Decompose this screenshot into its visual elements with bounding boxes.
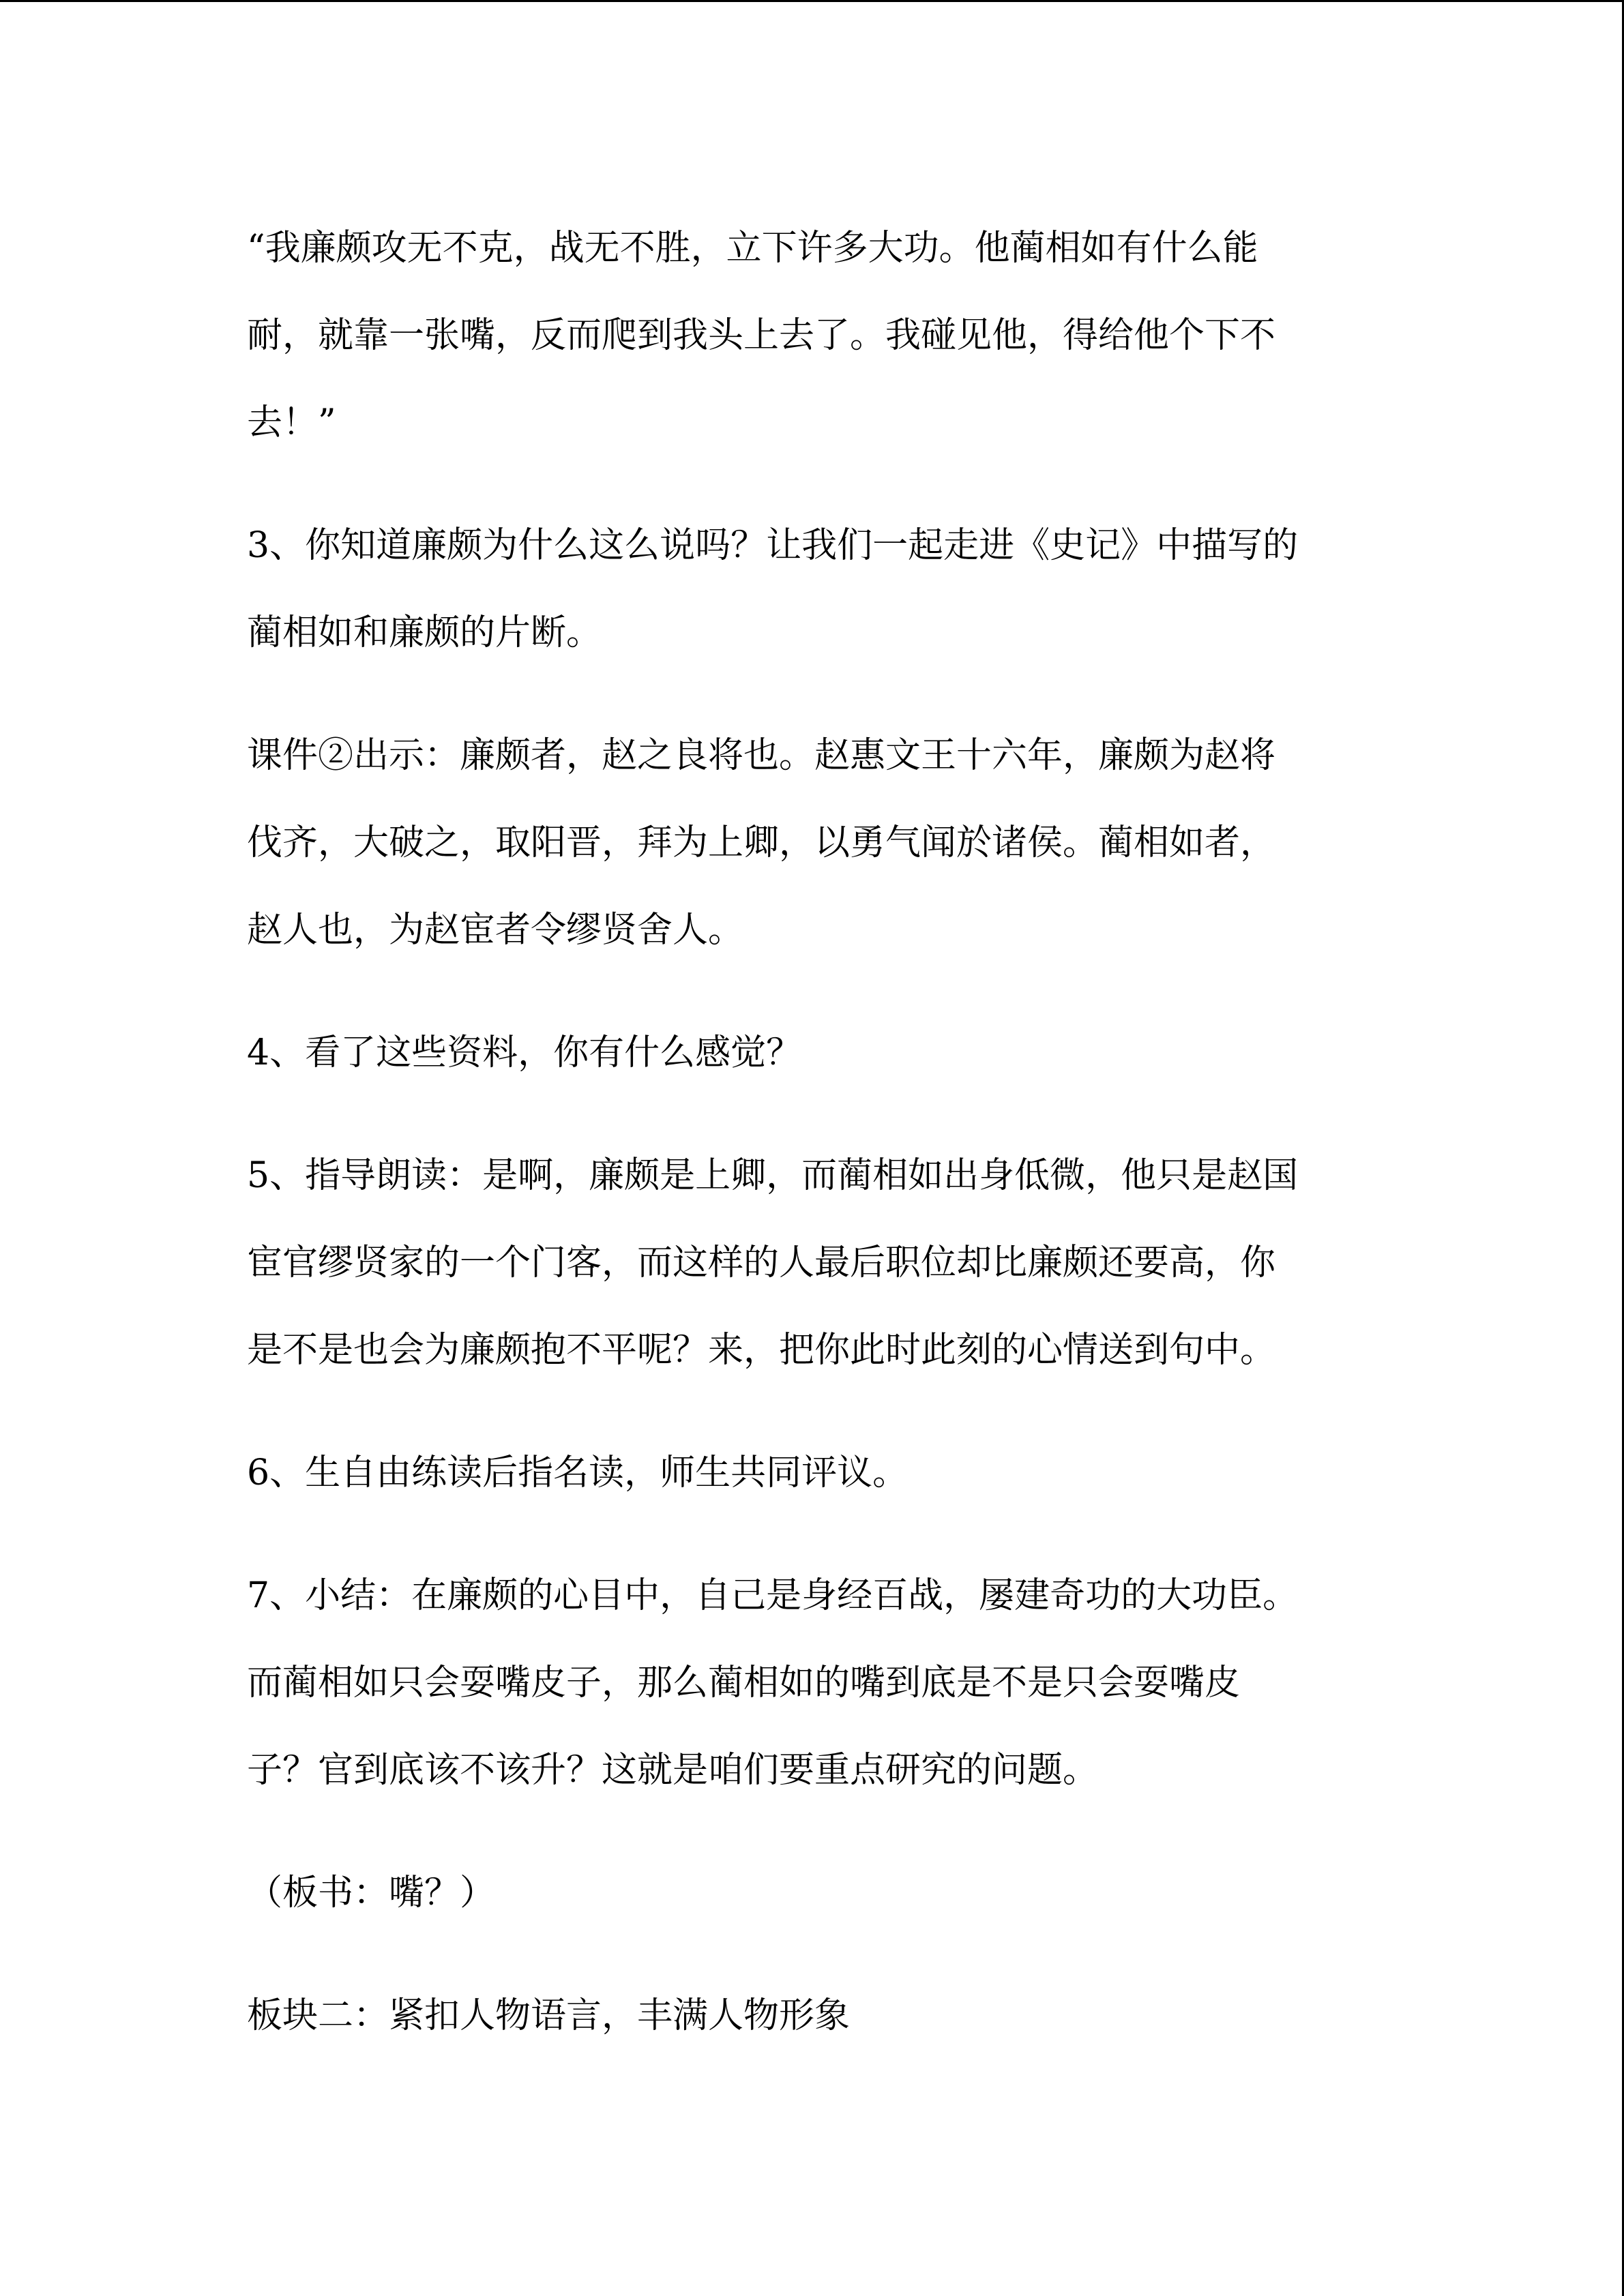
paragraph-quote xyxy=(247,205,1379,466)
paragraph-courseware-2 xyxy=(247,712,1379,974)
text-line: 蔺相如和廉颇的片断。 xyxy=(247,612,602,653)
paragraph-step-3 xyxy=(247,502,1379,676)
text-line: 子？官到底该不该升？这就是咱们要重点研究的问题。 xyxy=(247,1750,1099,1791)
text-line: 板块二：紧扣人物语言，丰满人物形象 xyxy=(247,1995,851,2036)
paragraph-blackboard-note xyxy=(247,1849,1379,1937)
paragraph-step-7 xyxy=(247,1552,1379,1814)
page-border-top xyxy=(0,0,1624,2)
text-line: 4、看了这些资料，你有什么感觉？ xyxy=(247,1032,802,1073)
document-body xyxy=(247,205,1379,2059)
text-line: 6、生自由练读后指名读，师生共同评议。 xyxy=(247,1452,909,1493)
text-line: （板书：嘴？） xyxy=(247,1873,496,1913)
text-line: “我廉颇攻无不克，战无不胜，立下许多大功。他蔺相如有什么能 xyxy=(247,228,1258,269)
text-line: 3、你知道廉颇为什么这么说吗？让我们一起走进《史记》中描写的 xyxy=(247,525,1299,566)
text-line: 5、指导朗读：是啊，廉颇是上卿，而蔺相如出身低微，他只是赵国 xyxy=(247,1155,1299,1196)
text-line: 赵人也，为赵宦者令缪贤舍人。 xyxy=(247,910,744,951)
text-line: 是不是也会为廉颇抱不平呢？来，把你此时此刻的心情送到句中。 xyxy=(247,1330,1276,1371)
section-heading xyxy=(247,1972,1379,2059)
paragraph-step-5 xyxy=(247,1132,1379,1394)
text-line: 课件②出示：廉颇者，赵之良将也。赵惠文王十六年，廉颇为赵将 xyxy=(247,735,1276,776)
text-line: 7、小结：在廉颇的心目中，自己是身经百战，屡建奇功的大功臣。 xyxy=(247,1575,1299,1616)
paragraph-step-4 xyxy=(247,1009,1379,1097)
text-line: 宦官缪贤家的一个门客，而这样的人最后职位却比廉颇还要高，你 xyxy=(247,1242,1276,1283)
paragraph-step-6 xyxy=(247,1429,1379,1517)
text-line: 耐，就靠一张嘴，反而爬到我头上去了。我碰见他，得给他个下不 xyxy=(247,315,1276,356)
text-line: 而蔺相如只会耍嘴皮子，那么蔺相如的嘴到底是不是只会耍嘴皮 xyxy=(247,1663,1241,1703)
text-line: 去！” xyxy=(247,402,336,443)
text-line: 伐齐，大破之，取阳晋，拜为上卿，以勇气闻於诸侯。蔺相如者， xyxy=(247,822,1276,863)
